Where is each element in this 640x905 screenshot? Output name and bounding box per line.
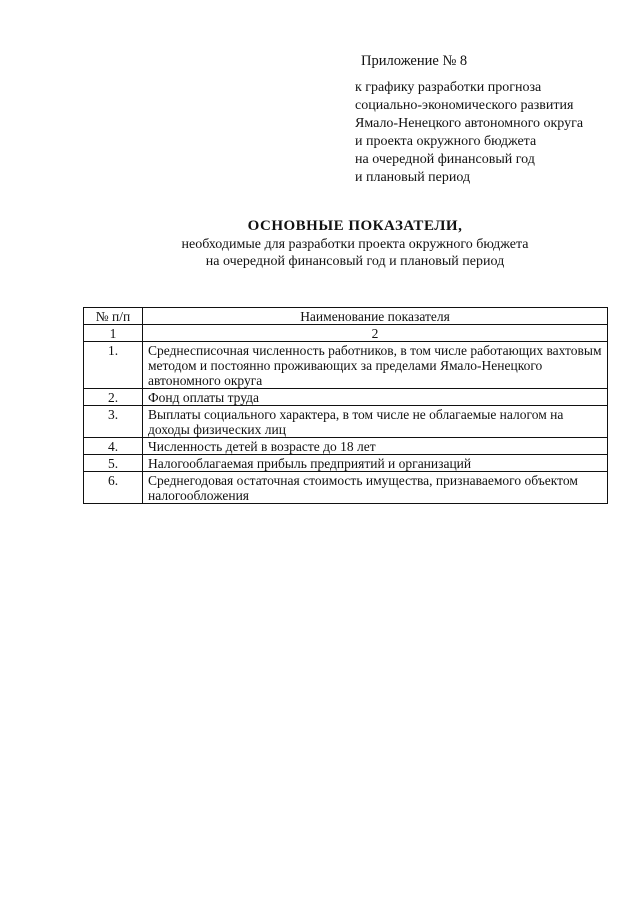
indicator-name: Численность детей в возрасте до 18 лет xyxy=(143,438,608,455)
row-number: 2. xyxy=(84,389,143,406)
table-row xyxy=(84,455,608,472)
header-number: № п/п xyxy=(84,308,143,325)
table-row xyxy=(84,472,608,504)
appendix-line: на очередной финансовый год xyxy=(355,152,535,167)
column-index: 2 xyxy=(143,325,608,342)
row-number: 3. xyxy=(84,406,143,438)
row-number: 5. xyxy=(84,455,143,472)
document-heading xyxy=(0,217,640,270)
document-subtitle-line: необходимые для разработки проекта окружного бюджета xyxy=(181,237,529,252)
appendix-line: Ямало-Ненецкого автономного округа xyxy=(355,116,584,131)
table-row xyxy=(84,438,608,455)
indicator-name: Среднесписочная численность работников, в том числе работающих вахтовым методом и постоянно проживающих за пределами Ямало-Ненецкого автономного округа xyxy=(143,342,608,389)
appendix-line: и проекта окружного бюджета xyxy=(355,134,537,149)
indicators-table xyxy=(83,307,608,504)
indicator-name: Среднегодовая остаточная стоимость имущества, признаваемого объектом налогообложения xyxy=(143,472,608,504)
document-title: ОСНОВНЫЕ ПОКАЗАТЕЛИ, xyxy=(247,218,463,234)
document-subtitle-line: на очередной финансовый год и плановый период xyxy=(205,254,505,269)
indicator-name: Фонд оплаты труда xyxy=(143,389,608,406)
table-row xyxy=(84,342,608,389)
table-row xyxy=(84,406,608,438)
appendix-line: к графику разработки прогноза xyxy=(355,80,542,95)
table-header-row xyxy=(84,308,608,325)
column-index-row xyxy=(84,325,608,342)
indicator-name: Выплаты социального характера, в том числе не облагаемые налогом на доходы физических лиц xyxy=(143,406,608,438)
indicator-name: Налогооблагаемая прибыль предприятий и организаций xyxy=(143,455,608,472)
column-index: 1 xyxy=(84,325,143,342)
appendix-line: и плановый период xyxy=(355,170,471,185)
header-indicator-name: Наименование показателя xyxy=(143,308,608,325)
row-number: 1. xyxy=(84,342,143,389)
row-number: 6. xyxy=(84,472,143,504)
row-number: 4. xyxy=(84,438,143,455)
appendix-block xyxy=(355,52,583,187)
appendix-number: Приложение № 8 xyxy=(361,53,468,69)
table-row xyxy=(84,389,608,406)
appendix-line: социально-экономического развития xyxy=(355,98,574,113)
